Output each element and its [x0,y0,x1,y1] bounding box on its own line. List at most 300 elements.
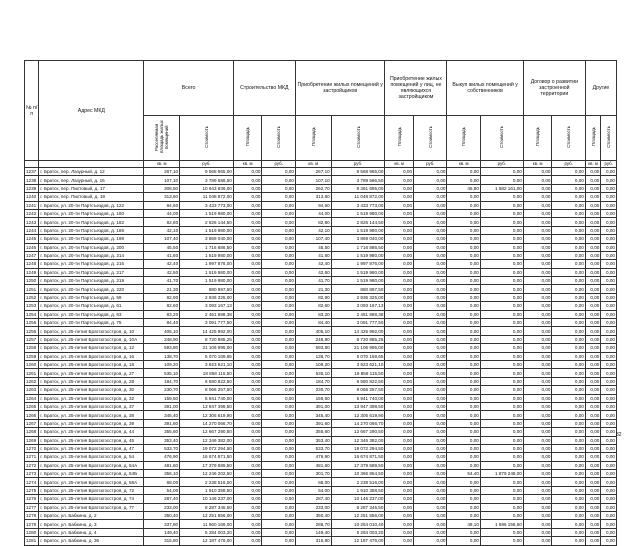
table-row [25,235,617,243]
row-number: 1243 [25,218,39,226]
cell-cost: 19 072 294,50 [180,444,234,452]
cell-cost: 0,00 [601,444,617,452]
cell-area: 0,00 [585,352,601,360]
cell-area: 0,00 [385,470,414,478]
cell-cost: 0,00 [262,503,295,511]
cell-area: 0,00 [523,285,552,293]
cell-area: 0,00 [233,176,262,184]
cell-cost: 0,00 [480,411,523,419]
cell-cost: 0,00 [262,218,295,226]
cell-area: 391,60 [144,419,180,427]
cell-area: 82,90 [144,293,180,301]
cell-cost: 8 720 885,25 [180,335,234,343]
table-row [25,453,617,461]
row-address: г. Братск, ул. 20-ти Партсъездов, д. 63 [39,310,144,318]
cell-area: 0,00 [585,310,601,318]
row-number: 1280 [25,528,39,536]
table-row [25,302,617,310]
cell-cost: 8 066 257,50 [180,386,234,394]
cell-cost: 0,00 [262,537,295,545]
cell-cost: 0,00 [414,394,447,402]
cell-cost: 16 674 871,50 [180,453,234,461]
units-empty-cell [25,161,39,168]
cell-area: 0,00 [385,503,414,511]
cell-area: 0,00 [585,344,601,352]
cell-area: 0,00 [447,419,480,427]
cell-cost: 0,00 [414,486,447,494]
row-address: г. Братск, ул. 20-ти Партсъездов, д. 220 [39,285,144,293]
cell-area: 0,00 [523,394,552,402]
cell-cost: 8 720 885,25 [331,335,385,343]
cell-area: 0,00 [385,520,414,528]
cell-area: 45,80 [447,184,480,192]
table-row [25,528,617,536]
cell-area: 0,00 [523,319,552,327]
cell-area: 0,00 [233,436,262,444]
cell-area: 0,00 [385,226,414,234]
cell-area: 0,00 [233,319,262,327]
table-row [25,319,617,327]
cell-cost: 2 238 516,00 [180,478,234,486]
cell-area: 0,00 [585,411,601,419]
cell-cost: 0,00 [262,302,295,310]
cell-cost: 0,00 [262,277,295,285]
cell-cost: 0,00 [552,495,585,503]
cell-cost: 2 451 888,38 [331,310,385,318]
cell-cost: 0,00 [601,411,617,419]
cell-area: 184,70 [295,377,331,385]
row-address: г. Братск, ул. 20-ти Партсъездов, д. 186 [39,226,144,234]
cell-area: 107,40 [295,235,331,243]
row-number: 1246 [25,243,39,251]
cell-cost: 2 826 144,50 [331,218,385,226]
cell-cost: 1 519 980,00 [331,268,385,276]
cell-cost: 0,00 [414,277,447,285]
row-number: 1277 [25,503,39,511]
cell-area: 0,00 [447,528,480,536]
unit-sqm: кв. м [385,161,414,168]
col-address-header: Адрес МКД [39,61,144,161]
cell-area: 0,00 [233,512,262,520]
cell-area: 0,00 [523,335,552,343]
row-address: г. Братск, ул. 20-ти Партсъездов, д. 61 [39,302,144,310]
cell-cost: 12 251 856,00 [331,512,385,520]
cell-cost: 0,00 [601,528,617,536]
table-row [25,503,617,511]
row-address: г. Братск, ул. 20-ти Партсъездов, д. 122 [39,201,144,209]
cell-area: 0,00 [585,444,601,452]
cell-cost: 0,00 [552,436,585,444]
row-number: 1271 [25,453,39,461]
cell-area: 533,70 [295,444,331,452]
subheader-area-2 [295,116,331,161]
cell-cost: 0,00 [414,218,447,226]
cell-area: 0,00 [447,369,480,377]
cell-area: 0,00 [447,260,480,268]
cell-area: 0,00 [233,327,262,335]
cell-cost: 0,00 [480,436,523,444]
cell-cost: 0,00 [480,302,523,310]
cell-cost: 1 519 980,00 [180,226,234,234]
cell-area: 0,00 [523,444,552,452]
cell-cost: 0,00 [480,201,523,209]
unit-sqm: кв. м [233,161,262,168]
cell-cost: 0,00 [480,176,523,184]
unit-sqm: кв. м [447,161,480,168]
row-address: г. Братск, ул. 20-ти Партсъездов, д. 59 [39,293,144,301]
cell-area: 262,70 [295,184,331,192]
cell-cost: 1 519 980,00 [331,209,385,217]
cell-area: 0,00 [585,461,601,469]
cell-cost: 0,00 [414,386,447,394]
subheader-label: Стоимость [499,126,505,148]
table-row [25,335,617,343]
table-row [25,352,617,360]
cell-area: 0,00 [523,310,552,318]
cell-cost: 0,00 [601,184,617,192]
cell-area: 0,00 [523,277,552,285]
cell-cost: 8 066 257,50 [331,386,385,394]
cell-cost: 0,00 [552,168,585,176]
cell-area: 0,00 [523,411,552,419]
cell-cost: 18 858 115,50 [331,369,385,377]
cell-area: 0,00 [585,184,601,192]
table-row [25,310,617,318]
cell-cost: 0,00 [414,327,447,335]
cell-area: 0,00 [523,193,552,201]
cell-area: 0,00 [585,377,601,385]
cell-cost: 0,00 [262,184,295,192]
cell-area: 41,70 [295,277,331,285]
cell-cost: 0,00 [480,352,523,360]
cell-area: 0,00 [447,537,480,545]
cell-cost: 1 716 886,50 [331,243,385,251]
table-row [25,537,617,545]
cell-area: 0,00 [523,386,552,394]
table-row [25,260,617,268]
row-address: г. Братск, пер. Пихтовый, д. 19 [39,193,144,201]
cell-cost: 0,00 [601,394,617,402]
row-number: 1254 [25,310,39,318]
table-row [25,402,617,410]
cell-area: 0,00 [585,335,601,343]
cell-area: 0,00 [523,520,552,528]
cell-cost: 880 897,50 [331,285,385,293]
cell-area: 0,00 [233,478,262,486]
cell-cost: 0,00 [601,319,617,327]
cell-area: 0,00 [447,461,480,469]
cell-cost: 0,00 [414,478,447,486]
unit-sqm: кв. м [295,161,331,168]
cell-cost: 2 238 516,00 [331,478,385,486]
subheader-label: Стоимость [606,126,612,148]
cell-cost: 12 305 619,90 [331,411,385,419]
cell-area: 0,00 [385,193,414,201]
cell-cost: 0,00 [480,369,523,377]
row-address: г. Братск, ул. 25-летия Братскгэсстроя, д. 77 [39,503,144,511]
table-row [25,377,617,385]
cell-cost: 0,00 [552,344,585,352]
cell-area: 0,00 [447,394,480,402]
cell-cost: 0,00 [601,486,617,494]
cell-area: 0,00 [385,461,414,469]
cell-cost: 12 246 202,50 [180,470,234,478]
cell-cost: 3 923 621,10 [180,360,234,368]
cell-area: 0,00 [447,453,480,461]
cell-cost: 0,00 [601,277,617,285]
cell-cost: 0,00 [601,260,617,268]
cell-cost: 0,00 [262,428,295,436]
cell-area: 0,00 [385,235,414,243]
table-row [25,226,617,234]
subheader-label: Расселяемая площадь жилых помещений [154,120,170,154]
cell-area: 0,00 [385,218,414,226]
cell-area: 0,00 [447,218,480,226]
row-address: г. Братск, ул. 25-летия Братскгэсстроя, д. 72 [39,486,144,494]
cell-area: 287,40 [144,495,180,503]
cell-cost: 0,00 [414,411,447,419]
cell-cost: 0,00 [552,302,585,310]
cell-area: 0,00 [523,453,552,461]
row-number: 1281 [25,537,39,545]
unit-rub: руб. [331,161,385,168]
row-number: 1238 [25,176,39,184]
cell-cost: 0,00 [601,201,617,209]
unit-sqm: кв. м [523,161,552,168]
row-address: г. Братск, ул. 25-летия Братскгэсстроя, д. 30 [39,386,144,394]
cell-cost: 0,00 [552,268,585,276]
cell-area: 0,00 [385,369,414,377]
group-header-other: Другие [585,61,616,116]
unit-rub: руб. [414,161,447,168]
cell-cost: 0,00 [414,193,447,201]
cell-cost: 3 789 586,50 [331,176,385,184]
cell-cost: 12 305 619,90 [180,411,234,419]
cell-area: 313,60 [144,193,180,201]
cell-cost: 0,00 [552,184,585,192]
cell-area: 0,00 [233,243,262,251]
cell-cost: 0,00 [480,235,523,243]
cell-area: 0,00 [585,260,601,268]
cell-cost: 0,00 [601,285,617,293]
cell-cost: 11 048 872,00 [180,193,234,201]
cell-cost: 0,00 [552,411,585,419]
cell-cost: 0,00 [262,251,295,259]
cell-area: 0,00 [523,201,552,209]
cell-area: 42,50 [295,268,331,276]
cell-cost: 2 936 325,00 [180,293,234,301]
cell-area: 0,00 [447,319,480,327]
cell-cost: 0,00 [601,243,617,251]
table-row [25,461,617,469]
cell-cost: 0,00 [601,293,617,301]
unit-sqm: кв. м [585,161,601,168]
table-row [25,428,617,436]
subheader-label: Стоимость [203,126,209,148]
cell-cost: 12 346 382,00 [331,436,385,444]
cell-cost: 0,00 [480,453,523,461]
cell-area: 41,60 [144,251,180,259]
cell-area: 0,00 [385,428,414,436]
cell-cost: 1 879 248,00 [480,470,523,478]
cell-area: 107,40 [144,235,180,243]
row-address: г. Братск, ул. 25-летия Братскгэсстроя, д. 32 [39,394,144,402]
cell-cost: 0,00 [552,218,585,226]
cell-cost: 0,00 [414,453,447,461]
row-number: 1258 [25,344,39,352]
row-number: 1275 [25,486,39,494]
cell-cost: 8 287 345,50 [180,503,234,511]
cell-area: 0,00 [233,486,262,494]
cell-area: 0,00 [447,193,480,201]
cell-cost: 10 264 010,40 [331,520,385,528]
cell-area: 0,00 [523,243,552,251]
cell-area: 49,10 [447,520,480,528]
cell-cost: 21 106 995,00 [331,344,385,352]
cell-area: 355,60 [144,428,180,436]
cell-cost: 13 947 398,50 [331,402,385,410]
cell-cost: 0,00 [601,310,617,318]
cell-cost: 0,00 [601,218,617,226]
row-address: г. Братск, ул. 25-летия Братскгэсстроя, д. 12 [39,344,144,352]
row-address: г. Братск, ул. 20-ти Партсъездов, д. 75 [39,319,144,327]
cell-area: 0,00 [233,201,262,209]
row-number: 1264 [25,394,39,402]
cell-cost: 3 433 773,00 [180,201,234,209]
row-number: 1252 [25,293,39,301]
cell-cost: 0,00 [414,528,447,536]
cell-cost: 0,00 [552,226,585,234]
subheader-label: Площадь [461,127,467,147]
cell-cost: 0,00 [262,486,295,494]
cell-area: 0,00 [585,209,601,217]
cell-area: 42,10 [295,226,331,234]
table-row [25,251,617,259]
cell-cost: 1 696 158,50 [480,520,523,528]
cell-area: 0,00 [523,528,552,536]
table-row [25,411,617,419]
cell-cost: 0,00 [552,251,585,259]
row-address: г. Братск, пер. Лазурный, д. 15 [39,176,144,184]
subheader-label: Стоимость [427,126,433,148]
cell-area: 593,80 [295,344,331,352]
table-row [25,193,617,201]
cell-cost: 0,00 [262,419,295,427]
cell-area: 44,00 [144,209,180,217]
cell-area: 0,00 [233,226,262,234]
cell-cost: 0,00 [414,402,447,410]
cell-area: 0,00 [385,310,414,318]
cell-area: 0,00 [385,512,414,520]
cell-cost: 0,00 [414,537,447,545]
cell-cost: 3 091 777,50 [331,319,385,327]
cell-cost: 0,00 [414,235,447,243]
cell-cost: 0,00 [262,201,295,209]
cell-cost: 0,00 [414,201,447,209]
cell-area: 0,00 [447,251,480,259]
cell-cost: 0,00 [262,209,295,217]
cell-area: 356,10 [144,470,180,478]
cell-area: 0,00 [523,495,552,503]
row-number: 1260 [25,360,39,368]
table-row [25,168,617,176]
cell-area: 0,00 [585,419,601,427]
table-row [25,394,617,402]
cell-cost: 0,00 [480,226,523,234]
cell-area: 248,90 [295,335,331,343]
cell-cost: 0,00 [262,512,295,520]
cell-cost: 10 366 954,50 [331,470,385,478]
row-address: г. Братск, ул. 25-летия Братскгэсстроя, д. 54А [39,461,144,469]
cell-area: 0,00 [585,512,601,520]
row-number: 1241 [25,201,39,209]
cell-area: 0,00 [385,209,414,217]
cell-area: 0,00 [523,218,552,226]
cell-cost: 0,00 [552,478,585,486]
cell-cost: 0,00 [480,478,523,486]
cell-area: 0,00 [447,352,480,360]
cell-area: 82,90 [295,293,331,301]
row-number: 1272 [25,461,39,469]
cell-area: 0,00 [447,277,480,285]
cell-cost: 5 284 003,20 [180,528,234,536]
row-number: 1247 [25,251,39,259]
cell-area: 391,60 [295,419,331,427]
cell-cost: 0,00 [601,335,617,343]
row-address: г. Братск, ул. 25-летия Братскгэсстроя, д. 58А [39,478,144,486]
cell-cost: 0,00 [262,285,295,293]
cell-area: 0,00 [523,470,552,478]
resettlement-table [24,60,617,546]
row-address: г. Братск, ул. 25-летия Братскгэсстроя, д. 37 [39,402,144,410]
cell-cost: 0,00 [414,419,447,427]
cell-cost: 0,00 [552,327,585,335]
cell-area: 0,00 [385,184,414,192]
cell-area: 0,00 [523,428,552,436]
row-address: г. Братск, ул. 20-ти Партсъездов, д. 214 [39,251,144,259]
cell-cost: 0,00 [480,193,523,201]
cell-cost: 0,00 [480,377,523,385]
cell-cost: 0,00 [480,528,523,536]
cell-cost: 0,00 [480,319,523,327]
cell-area: 0,00 [447,478,480,486]
row-address: г. Братск, ул. 25-летия Братскгэсстроя, д. 54 [39,453,144,461]
table-row [25,285,617,293]
cell-area: 0,00 [585,201,601,209]
cell-area: 0,00 [233,369,262,377]
subheader-label: Стоимость [276,126,282,148]
cell-area: 355,60 [295,428,331,436]
cell-area: 0,00 [523,369,552,377]
cell-area: 0,00 [523,512,552,520]
row-address: г. Братск, ул. Бабкина, д. 36 [39,537,144,545]
row-number: 1278 [25,512,39,520]
cell-area: 0,00 [233,260,262,268]
row-address: г. Братск, ул. Бабкина, д. 3 [39,520,144,528]
subheader-label: Площадь [310,127,316,147]
cell-area: 68,00 [295,478,331,486]
cell-area: 0,00 [585,453,601,461]
units-row [25,161,617,168]
cell-area: 0,00 [523,260,552,268]
table-row [25,470,617,478]
cell-cost: 10 146 237,00 [331,495,385,503]
cell-area: 0,00 [385,478,414,486]
cell-cost: 0,00 [552,461,585,469]
cell-area: 41,70 [144,277,180,285]
cell-cost: 0,00 [601,268,617,276]
cell-cost: 0,00 [414,495,447,503]
